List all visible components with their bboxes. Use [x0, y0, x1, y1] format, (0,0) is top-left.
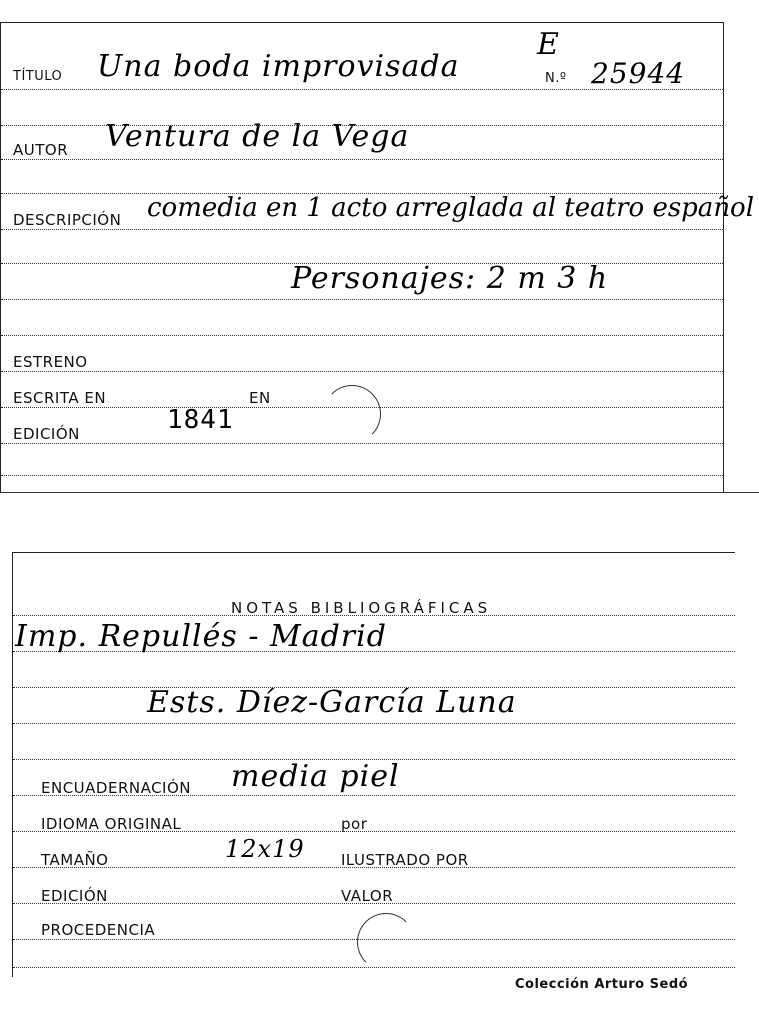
personajes-value: Personajes: 2 m 3 h	[291, 261, 609, 296]
ilustrado-label: ILUSTRADO POR	[341, 851, 469, 869]
autor-value: Ventura de la Vega	[105, 119, 410, 154]
tamano-label: TAMAÑO	[41, 851, 109, 869]
collection-footer: Colección Arturo Sedó	[515, 977, 689, 992]
catalog-card-front	[0, 22, 755, 493]
numero-value: 25944	[591, 57, 686, 90]
escrita-en-label: ESCRITA EN	[13, 389, 107, 407]
edicion-label-back: EDICIÓN	[41, 887, 108, 905]
edicion-value: 1841	[167, 405, 234, 435]
en-label: EN	[249, 389, 271, 407]
titulo-label: TÍTULO	[13, 69, 63, 84]
edicion-label: EDICIÓN	[13, 425, 80, 443]
ruled-line	[1, 159, 723, 160]
encuadernacion-label: ENCUADERNACIÓN	[41, 779, 192, 797]
encuadernacion-value: media piel	[231, 759, 400, 794]
ruled-line	[1, 299, 723, 300]
notas-heading: NOTAS BIBLIOGRÁFICAS	[231, 599, 492, 617]
catalog-letter: E	[537, 27, 560, 62]
titulo-value: Una boda improvisada	[97, 49, 460, 84]
por-label: por	[341, 815, 368, 833]
ruled-line	[1, 475, 723, 476]
imprenta-note: Imp. Repullés - Madrid	[15, 619, 387, 654]
catalog-card-back	[12, 552, 735, 992]
valor-label: VALOR	[341, 887, 394, 905]
ruled-line	[1, 335, 723, 336]
ruled-line	[1, 443, 723, 444]
autor-label: AUTOR	[13, 141, 69, 159]
numero-label: N.º	[545, 71, 567, 86]
descripcion-label: DESCRIPCIÓN	[13, 211, 122, 229]
punch-hole	[323, 385, 381, 443]
establecimiento-note: Ests. Díez-García Luna	[147, 685, 517, 720]
ruled-line	[1, 229, 723, 230]
card-separator	[0, 492, 759, 493]
descripcion-value: comedia en 1 acto arreglada al teatro español	[147, 193, 755, 223]
ruled-line	[1, 371, 723, 372]
punch-hole	[357, 913, 415, 971]
procedencia-label: PROCEDENCIA	[41, 921, 156, 939]
tamano-value: 12x19	[225, 835, 305, 863]
ruled-line	[13, 723, 735, 724]
estreno-label: ESTRENO	[13, 353, 88, 371]
idioma-label: IDIOMA ORIGINAL	[41, 815, 182, 833]
